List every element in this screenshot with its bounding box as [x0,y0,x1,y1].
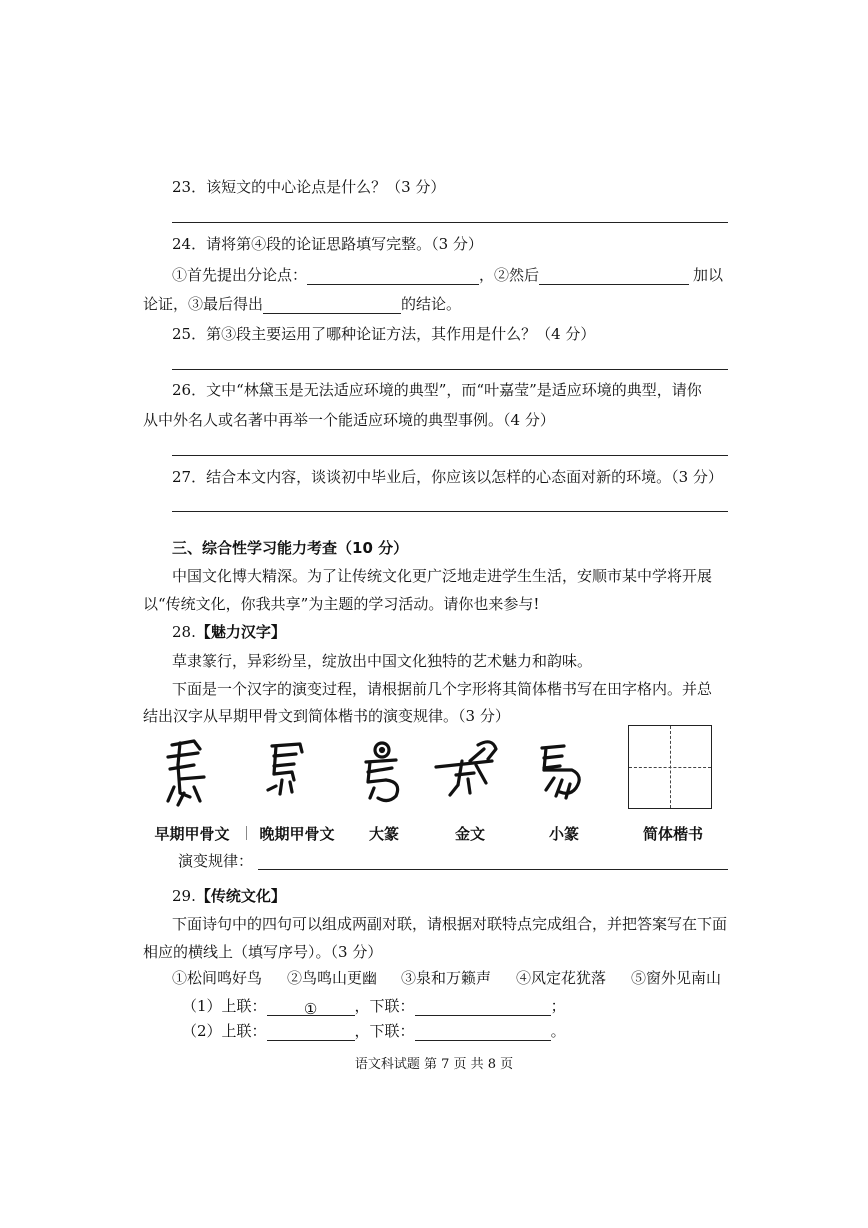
question-26-line2: 从中外名人或名著中再举一个能适应环境的典型事例。（4 分） [143,411,555,429]
page-footer: 语文科试题 第 7 页 共 8 页 [354,1057,514,1072]
question-28-p3: 结出汉字从早期甲骨文到简体楷书的演变规律。（3 分） [143,707,510,725]
question-24: 24．请将第④段的论证思路填写完整。（3 分） [172,235,483,253]
section-3-intro-1: 中国文化博大精深。为了让传统文化更广泛地走进学生生活，安顺市某中学将开展 [172,567,713,585]
q24-text-e: 的结论。 [401,295,462,313]
label-large-seal: 大篆 [368,825,399,843]
q29-answer-1 [182,996,566,1016]
label-late-oracle: 晚期甲骨文 [259,825,335,843]
bronze-inscription-glyph [432,735,514,807]
question-26-line1: 26．文中“林黛玉是无法适应环境的典型”，而“叶嘉莹”是适应环境的典型，请你 [172,381,702,399]
q29-a2-end: 。 [550,1022,566,1040]
question-27: 27．结合本文内容，谈谈初中毕业后，你应该以怎样的心态面对新的环境。（3 分） [172,468,723,486]
question-29-heading [172,886,286,906]
question-29-p2: 相应的横线上（填写序号）。（3 分） [143,943,383,961]
large-seal-glyph [356,738,418,808]
q29-a2-mid: ，下联： [354,1022,415,1040]
question-28-heading [172,622,286,642]
q29-a1-end: ； [550,997,566,1015]
q29-option-5: ⑤窗外见南山 [631,969,722,987]
q29-a1-prefix: （1）上联： [182,997,267,1015]
answer-line-27[interactable] [172,511,728,512]
q24-text-b: ，②然后 [479,266,540,284]
answer-line-23[interactable] [172,222,728,223]
evolution-rule-label: 演变规律： [178,852,254,870]
question-25: 25．第③段主要运用了哪种论证方法，其作用是什么？（4 分） [172,325,596,343]
answer-line-26[interactable] [172,455,728,456]
label-bronze: 金文 [454,825,485,843]
q29-a1-upper-blank[interactable]: ① [267,999,355,1016]
q29-title: 【传统文化】 [195,887,286,905]
label-separator [246,826,247,840]
q24-blank-3[interactable] [263,297,401,314]
small-seal-glyph [532,740,590,805]
question-24-line1 [172,265,723,285]
section-3-intro-2: 以“传统文化，你我共享”为主题的学习活动。请你也来参与! [143,595,540,613]
grid-vertical-dash [670,726,671,808]
q29-option-3: ③泉和万籁声 [401,969,492,987]
q24-text-c: 加以 [693,266,724,284]
q29-a1-lower-blank[interactable] [415,999,551,1016]
q28-number: 28. [172,623,196,641]
q29-answer-2 [182,1021,566,1041]
q24-blank-1[interactable] [307,268,479,285]
label-early-oracle: 早期甲骨文 [154,825,230,843]
label-simplified-regular: 简体楷书 [642,825,703,843]
question-24-line2 [143,294,461,314]
q29-a2-upper-blank[interactable] [267,1024,355,1041]
q29-a2-prefix: （2）上联： [182,1022,267,1040]
q29-a1-mid: ，下联： [354,997,415,1015]
q29-option-1: ①松间鸣好鸟 [172,969,263,987]
early-oracle-bone-glyph [160,735,230,810]
q29-option-4: ④风定花犹落 [516,969,607,987]
tian-zi-ge-grid[interactable] [628,725,712,809]
label-small-seal: 小篆 [548,825,579,843]
q24-text-d: 论证，③最后得出 [143,295,264,313]
question-28-p2: 下面是一个汉字的演变过程，请根据前几个字形将其简体楷书写在田字格内。并总 [172,680,713,698]
q29-number: 29. [172,887,196,905]
question-29-p1: 下面诗句中的四句可以组成两副对联，请根据对联特点完成组合，并把答案写在下面 [172,915,728,933]
answer-line-25[interactable] [172,369,728,370]
q29-option-2: ②鸟鸣山更幽 [287,969,378,987]
evolution-rule-line[interactable] [258,869,728,870]
q29-a2-lower-blank[interactable] [415,1024,551,1041]
q24-blank-2[interactable] [539,268,689,285]
question-23: 23．该短文的中心论点是什么？（3 分） [172,178,446,196]
section-3-title: 三、综合性学习能力考查（10 分） [172,539,409,557]
q28-title: 【魅力汉字】 [195,623,286,641]
late-oracle-bone-glyph [262,738,322,803]
question-28-p1: 草隶篆行，异彩纷呈，绽放出中国文化独特的艺术魅力和韵味。 [172,652,593,670]
q24-text-a: ①首先提出分论点： [172,266,308,284]
